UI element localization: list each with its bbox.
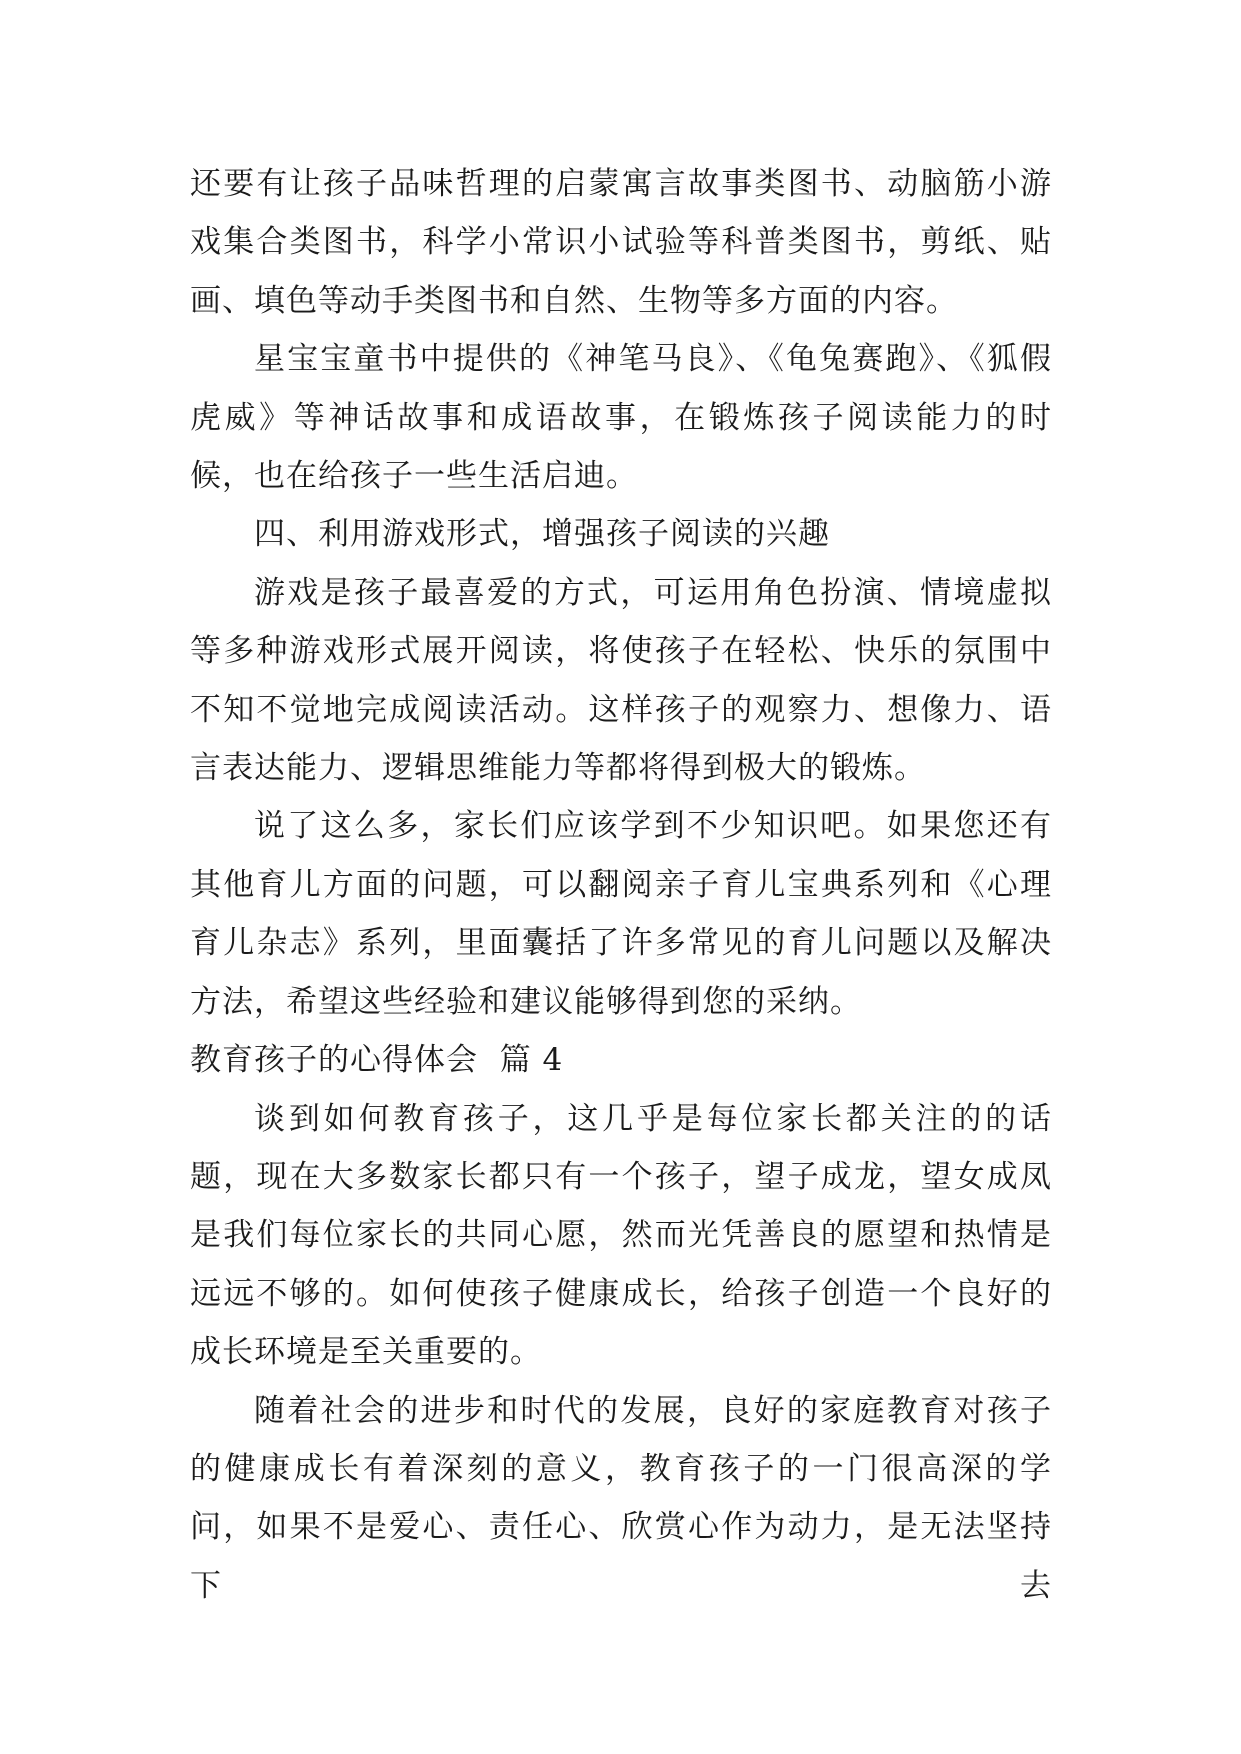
paragraph: 随着社会的进步和时代的发展，良好的家庭教育对孩子的健康成长有着深刻的意义，教育孩子的一门很高深的学问，如果不是爱心、责任心、欣赏心作为动力，是无法坚持下去 (190, 1392, 1052, 1604)
paragraph: 还要有让孩子品味哲理的启蒙寓言故事类图书、动脑筋小游戏集合类图书，科学小常识小试验等科普类图书，剪纸、贴画、填色等动手类图书和自然、生物等多方面的内容。 (190, 166, 1052, 319)
section-heading: 四、利用游戏形式，增强孩子阅读的兴趣 (254, 516, 830, 553)
chapter-heading: 教育孩子的心得体会 篇 4 (190, 1042, 564, 1079)
paragraph: 游戏是孩子最喜爱的方式，可运用角色扮演、情境虚拟等多种游戏形式展开阅读，将使孩子在轻松、快乐的氛围中不知不觉地完成阅读活动。这样孩子的观察力、想像力、语言表达能力、逻辑思维能力等都将得到极大的锻炼。 (190, 574, 1052, 787)
paragraph: 星宝宝童书中提供的《神笔马良》、《龟兔赛跑》、《狐假虎威》等神话故事和成语故事，在锻炼孩子阅读能力的时候，也在给孩子一些生活启迪。 (190, 341, 1052, 495)
paragraph: 说了这么多，家长们应该学到不少知识吧。如果您还有其他育儿方面的问题，可以翻阅亲子育儿宝典系列和《心理育儿杂志》系列，里面囊括了许多常见的育儿问题以及解决方法，希望这些经验和建议能够得到您的采纳。 (190, 808, 1052, 1020)
paragraph: 谈到如何教育孩子，这几乎是每位家长都关注的的话题，现在大多数家长都只有一个孩子，望子成龙，望女成凤是我们每位家长的共同心愿，然而光凭善良的愿望和热情是远远不够的。如何使孩子健康成长，给孩子创造一个良好的成长环境是至关重要的。 (190, 1100, 1052, 1371)
document-body (190, 155, 1052, 1615)
